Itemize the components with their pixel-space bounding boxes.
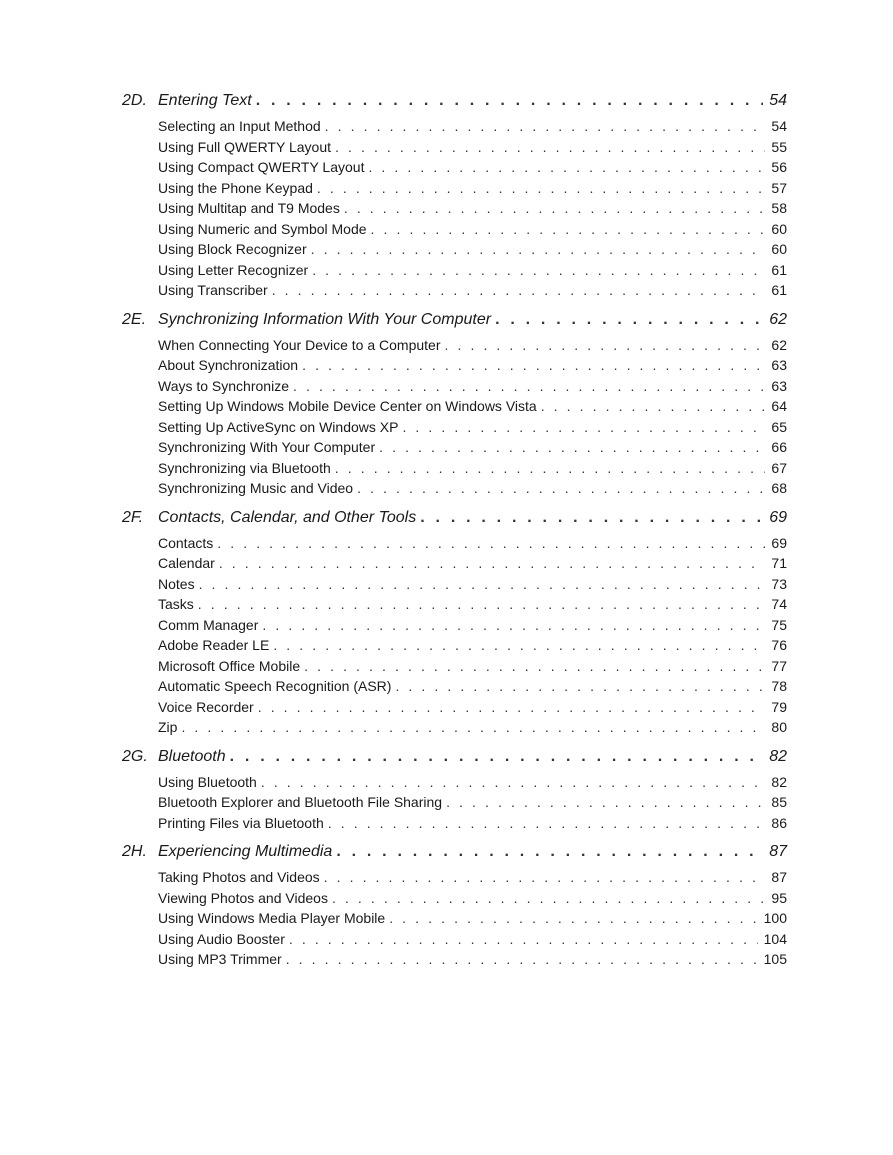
dot-leader — [446, 794, 765, 810]
entry-title: Automatic Speech Recognition (ASR) — [158, 678, 392, 694]
entry-page-number: 56 — [771, 159, 787, 175]
entry-page-number: 55 — [771, 138, 787, 155]
toc-entry[interactable] — [122, 378, 787, 399]
entry-page-number: 71 — [771, 555, 787, 571]
section-title: Bluetooth — [158, 747, 226, 765]
section-page-number: 62 — [769, 310, 787, 328]
dot-leader — [357, 480, 765, 496]
toc-entry[interactable] — [122, 678, 787, 699]
toc-entry[interactable] — [122, 398, 787, 419]
dot-leader — [289, 931, 758, 947]
entry-title: Using Block Recognizer — [158, 241, 307, 257]
entry-title: Printing Files via Bluetooth — [158, 814, 324, 831]
section-heading[interactable] — [122, 843, 787, 869]
section-title: Synchronizing Information With Your Computer — [158, 310, 492, 328]
toc-entry[interactable] — [122, 637, 787, 658]
entry-page-number: 82 — [771, 773, 787, 790]
toc-entry[interactable] — [122, 118, 787, 139]
entry-title: Using Compact QWERTY Layout — [158, 159, 365, 175]
dot-leader — [332, 890, 765, 906]
entry-title: Setting Up Windows Mobile Device Center on Windows Vista — [158, 398, 537, 414]
entry-page-number: 78 — [771, 678, 787, 694]
entry-title: Comm Manager — [158, 616, 259, 633]
toc-entry[interactable] — [122, 617, 787, 638]
dot-leader — [199, 576, 766, 592]
entry-page-number: 61 — [771, 261, 787, 278]
dot-leader — [198, 596, 766, 612]
section-page-number: 87 — [769, 843, 787, 860]
toc-entry[interactable] — [122, 460, 787, 481]
entry-page-number: 87 — [771, 869, 787, 885]
section-title: Contacts, Calendar, and Other Tools — [158, 508, 417, 526]
dot-leader — [258, 699, 766, 715]
dot-leader — [312, 262, 765, 278]
entry-title: Ways to Synchronize — [158, 377, 289, 394]
section-number: 2E. — [122, 310, 147, 328]
dot-leader — [256, 92, 764, 110]
entry-page-number: 73 — [771, 575, 787, 592]
entry-title: Microsoft Office Mobile — [158, 657, 301, 674]
section-title: Experiencing Multimedia — [158, 843, 333, 860]
toc-entry[interactable] — [122, 890, 787, 911]
entry-page-number: 63 — [771, 377, 787, 394]
entry-page-number: 67 — [771, 459, 787, 476]
toc-section — [122, 843, 787, 972]
toc-entry[interactable] — [122, 596, 787, 617]
entry-title: About Synchronization — [158, 357, 299, 373]
entry-page-number: 57 — [771, 179, 787, 196]
section-number: 2H. — [122, 843, 147, 860]
entry-title: When Connecting Your Device to a Computer — [158, 336, 441, 353]
entry-title: Tasks — [158, 596, 194, 612]
dot-leader — [344, 200, 766, 216]
entry-page-number: 69 — [771, 534, 787, 551]
entry-title: Setting Up ActiveSync on Windows XP — [158, 418, 399, 435]
dot-leader — [336, 843, 763, 861]
toc-section — [122, 509, 787, 740]
toc-entry[interactable] — [122, 439, 787, 460]
entry-title: Viewing Photos and Videos — [158, 889, 328, 906]
entry-title: Synchronizing With Your Computer — [158, 439, 376, 455]
entry-page-number: 64 — [771, 398, 787, 414]
dot-leader — [541, 398, 766, 414]
entry-title: Voice Recorder — [158, 698, 254, 715]
toc-entry[interactable] — [122, 699, 787, 720]
entry-title: Synchronizing via Bluetooth — [158, 459, 331, 476]
entry-title: Calendar — [158, 555, 215, 571]
entry-title: Using Bluetooth — [158, 773, 257, 790]
dot-leader — [311, 241, 766, 257]
entry-page-number: 74 — [771, 596, 787, 612]
dot-leader — [395, 678, 765, 694]
toc-entry[interactable] — [122, 535, 787, 556]
dot-leader — [261, 774, 766, 790]
toc-entry[interactable] — [122, 159, 787, 180]
toc-entry[interactable] — [122, 794, 787, 815]
section-heading[interactable] — [122, 311, 787, 337]
toc-entry[interactable] — [122, 910, 787, 931]
dot-leader — [304, 658, 765, 674]
dot-leader — [325, 118, 766, 134]
entry-title: Adobe Reader LE — [158, 637, 270, 653]
toc-entry[interactable] — [122, 221, 787, 242]
entry-title: Taking Photos and Videos — [158, 869, 320, 885]
dot-leader — [368, 159, 765, 175]
dot-leader — [181, 719, 765, 735]
entry-title: Bluetooth Explorer and Bluetooth File Sharing — [158, 794, 443, 810]
entry-page-number: 75 — [771, 616, 787, 633]
entry-page-number: 63 — [771, 357, 787, 373]
toc-entry[interactable] — [122, 180, 787, 201]
entry-page-number: 60 — [771, 220, 787, 237]
dot-leader — [495, 311, 763, 329]
toc-section — [122, 748, 787, 836]
dot-leader — [317, 180, 766, 196]
dot-leader — [293, 378, 765, 394]
toc-entry[interactable] — [122, 419, 787, 440]
dot-leader — [379, 439, 765, 455]
section-heading[interactable] — [122, 509, 787, 535]
toc-entry[interactable] — [122, 951, 787, 972]
toc-entry[interactable] — [122, 774, 787, 795]
dot-leader — [262, 617, 765, 633]
entry-page-number: 61 — [771, 282, 787, 298]
dot-leader — [219, 555, 766, 571]
entry-page-number: 65 — [771, 418, 787, 435]
table-of-contents — [122, 92, 787, 980]
section-number: 2G. — [122, 747, 148, 765]
entry-title: Notes — [158, 575, 195, 592]
toc-section — [122, 311, 787, 501]
dot-leader — [286, 951, 758, 967]
entry-page-number: 95 — [771, 889, 787, 906]
entry-page-number: 62 — [771, 336, 787, 353]
entry-title: Using Multitap and T9 Modes — [158, 200, 340, 216]
dot-leader — [324, 869, 766, 885]
dot-leader — [302, 357, 765, 373]
entry-page-number: 76 — [771, 637, 787, 653]
dot-leader — [273, 637, 765, 653]
toc-entry[interactable] — [122, 576, 787, 597]
dot-leader — [445, 337, 766, 353]
dot-leader — [217, 535, 765, 551]
toc-entry[interactable] — [122, 719, 787, 740]
toc-entry[interactable] — [122, 337, 787, 358]
toc-entry[interactable] — [122, 555, 787, 576]
entry-title: Using Transcriber — [158, 282, 268, 298]
section-page-number: 54 — [769, 92, 787, 109]
toc-entry[interactable] — [122, 815, 787, 836]
entry-page-number: 66 — [771, 439, 787, 455]
dot-leader — [335, 139, 765, 155]
toc-entry[interactable] — [122, 139, 787, 160]
toc-entry[interactable] — [122, 357, 787, 378]
entry-page-number: 80 — [771, 719, 787, 735]
entry-title: Zip — [158, 719, 178, 735]
entry-title: Using MP3 Trimmer — [158, 951, 282, 967]
dot-leader — [272, 282, 766, 298]
section-title: Entering Text — [158, 92, 252, 109]
section-heading[interactable] — [122, 92, 787, 118]
toc-entry[interactable] — [122, 480, 787, 501]
entry-title: Using Numeric and Symbol Mode — [158, 220, 367, 237]
entry-title: Using the Phone Keypad — [158, 179, 313, 196]
toc-entry[interactable] — [122, 869, 787, 890]
entry-page-number: 86 — [771, 814, 787, 831]
toc-entry[interactable] — [122, 282, 787, 303]
toc-entry[interactable] — [122, 241, 787, 262]
entry-title: Contacts — [158, 534, 214, 551]
entry-page-number: 85 — [771, 794, 787, 810]
entry-title: Selecting an Input Method — [158, 118, 321, 134]
entry-page-number: 68 — [771, 480, 787, 496]
toc-section — [122, 92, 787, 303]
toc-entry[interactable] — [122, 931, 787, 952]
entry-title: Using Full QWERTY Layout — [158, 138, 331, 155]
entry-page-number: 79 — [771, 698, 787, 715]
entry-page-number: 104 — [763, 930, 787, 947]
entry-page-number: 100 — [763, 910, 787, 926]
section-heading[interactable] — [122, 748, 787, 774]
entry-page-number: 60 — [771, 241, 787, 257]
toc-entry[interactable] — [122, 200, 787, 221]
entry-title: Synchronizing Music and Video — [158, 480, 354, 496]
dot-leader — [402, 419, 765, 435]
dot-leader — [389, 910, 757, 926]
entry-title: Using Letter Recognizer — [158, 261, 309, 278]
entry-title: Using Audio Booster — [158, 930, 285, 947]
section-page-number: 69 — [769, 508, 787, 526]
section-number: 2D. — [122, 92, 147, 109]
entry-title: Using Windows Media Player Mobile — [158, 910, 386, 926]
dot-leader — [335, 460, 766, 476]
dot-leader — [230, 748, 764, 766]
dot-leader — [420, 509, 763, 527]
toc-entry[interactable] — [122, 262, 787, 283]
entry-page-number: 54 — [771, 118, 787, 134]
entry-page-number: 77 — [771, 657, 787, 674]
section-number: 2F. — [122, 508, 144, 526]
dot-leader — [328, 815, 766, 831]
dot-leader — [371, 221, 766, 237]
toc-entry[interactable] — [122, 658, 787, 679]
entry-page-number: 105 — [763, 951, 787, 967]
entry-page-number: 58 — [771, 200, 787, 216]
section-page-number: 82 — [769, 747, 787, 765]
